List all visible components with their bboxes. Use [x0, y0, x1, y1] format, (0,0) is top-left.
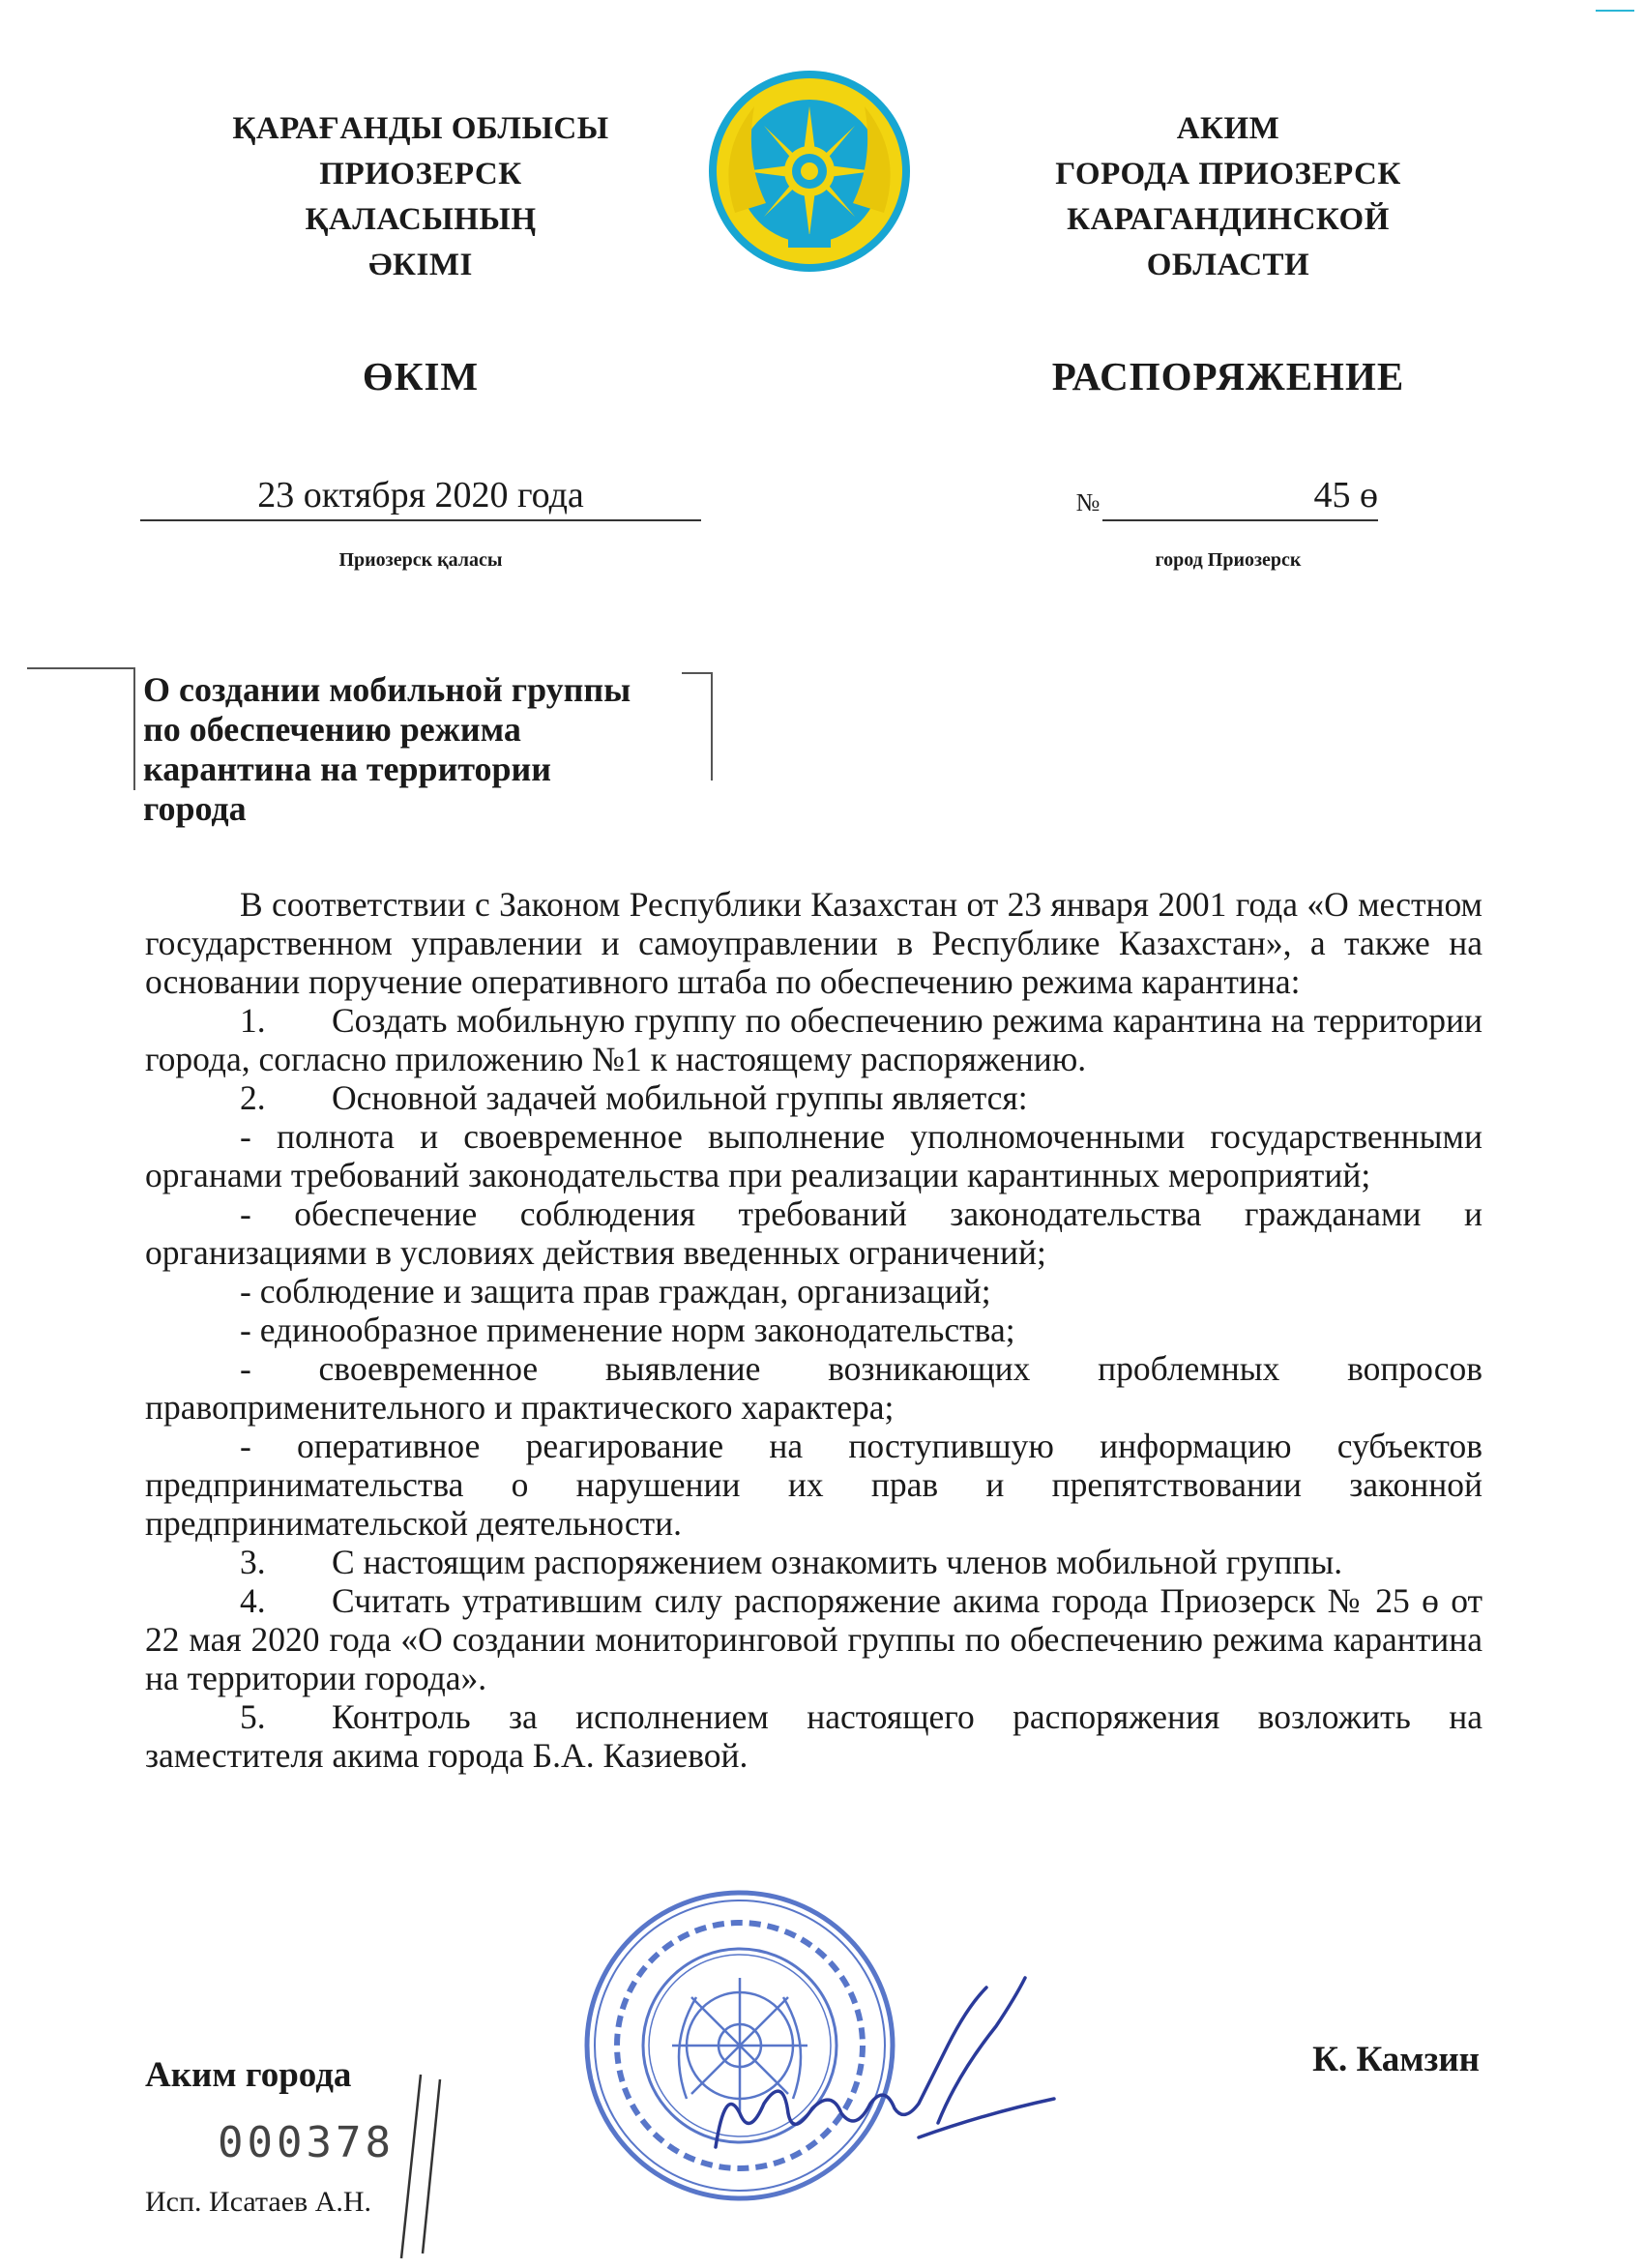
doc-type-ru: РАСПОРЯЖЕНИЕ — [1051, 354, 1405, 398]
executor-line: Исп. Исатаев А.Н. — [145, 2186, 372, 2218]
doc-type-kz: ӨКІМ — [362, 354, 480, 398]
bullet-item: - обеспечение соблюдения требований законодательства гражданами и организациями в условиях действия введенных ограничений; — [145, 1194, 1483, 1272]
item-number: 4. — [240, 1581, 266, 1620]
state-emblem-icon — [706, 68, 914, 276]
item-text: Создать мобильную группу по обеспечению режима карантина на территории города, согласно приложению №1 к настоящему распоряжению. — [145, 1001, 1483, 1078]
bullet-item: - соблюдение и защита прав граждан, организаций; — [240, 1272, 991, 1311]
header-right-ru — [986, 106, 1470, 288]
header-left-kz — [179, 106, 662, 288]
document-subject — [143, 670, 723, 829]
header-left-line: ПРИОЗЕРСК — [319, 157, 522, 191]
signatory-position: Аким города — [145, 2055, 352, 2095]
header-left-line: ӘКІМІ — [368, 248, 473, 282]
subject-line: карантина на территории — [143, 750, 552, 788]
bullet-item: - своевременное выявление возникающих проблемных вопросов правоприменительного и практического характера; — [145, 1349, 1483, 1427]
item-text: Контроль за исполнением настоящего распоряжения возложить на заместителя акима города Б.А. Казиевой. — [145, 1697, 1483, 1775]
document-date: 23 октября 2020 года — [140, 474, 701, 521]
scan-corner-mark — [1596, 10, 1634, 12]
subject-line: О создании мобильной группы — [143, 670, 631, 709]
bullet-item: - единообразное применение норм законодательства; — [240, 1311, 1015, 1349]
bullet-item: - полнота и своевременное выполнение уполномоченными государственными органами требований законодательства при реализации карантинных мероприятий; — [145, 1117, 1483, 1194]
serial-number: 000378 — [218, 2118, 395, 2167]
place-kz: Приозерск қаласы — [338, 549, 503, 571]
list-item — [145, 1543, 1483, 1581]
header-right-line: КАРАГАНДИНСКОЙ — [1067, 202, 1390, 237]
item-number: 2. — [240, 1078, 266, 1117]
signatory-name: К. Камзин — [1312, 2040, 1480, 2079]
document-number: 45 ө — [1102, 474, 1378, 521]
list-item — [145, 1001, 1483, 1078]
bullet-item: - оперативное реагирование на поступившую информацию субъектов предпринимательства о нарушении их прав и препятствовании законной предпринимательской деятельности. — [145, 1427, 1483, 1543]
hand-mark-icon — [382, 2070, 459, 2263]
item-text: С настоящим распоряжением ознакомить членов мобильной группы. — [332, 1543, 1343, 1581]
item-text: Основной задачей мобильной группы является: — [332, 1078, 1028, 1117]
subject-line: города — [143, 789, 247, 828]
list-item — [145, 1697, 1483, 1775]
item-text: Считать утратившим силу распоряжение акима города Приозерск № 25 ө от 22 мая 2020 года «О создании мониторинговой группы по обеспечению режима карантина на территории города». — [145, 1581, 1483, 1697]
item-number: 3. — [240, 1543, 266, 1581]
subject-line: по обеспечению режима — [143, 710, 521, 749]
subject-corner-left — [27, 667, 135, 790]
header-right-line: ОБЛАСТИ — [1146, 248, 1310, 282]
header-left-line: ҚАРАҒАНДЫ ОБЛЫСЫ — [232, 111, 609, 146]
header-right-line: АКИМ — [1176, 111, 1280, 146]
item-number: 5. — [240, 1697, 266, 1736]
place-ru: город Приозерск — [1155, 549, 1302, 571]
item-number: 1. — [240, 1001, 266, 1040]
list-item — [145, 1581, 1483, 1697]
document-body — [145, 885, 1483, 1775]
header-right-line: ГОРОДА ПРИОЗЕРСК — [1055, 157, 1401, 191]
document-number-prefix: № — [1075, 488, 1101, 516]
handwritten-signature-icon — [696, 1968, 1064, 2162]
intro-paragraph: В соответствии с Законом Республики Казахстан от 23 января 2001 года «О местном государственном управлении и самоуправлении в Республике Казахстан», а также на основании поручение оперативного штаба по обеспечению режима карантина: — [145, 885, 1483, 1001]
header-left-line: ҚАЛАСЫНЫҢ — [305, 202, 537, 237]
list-item — [145, 1078, 1483, 1117]
